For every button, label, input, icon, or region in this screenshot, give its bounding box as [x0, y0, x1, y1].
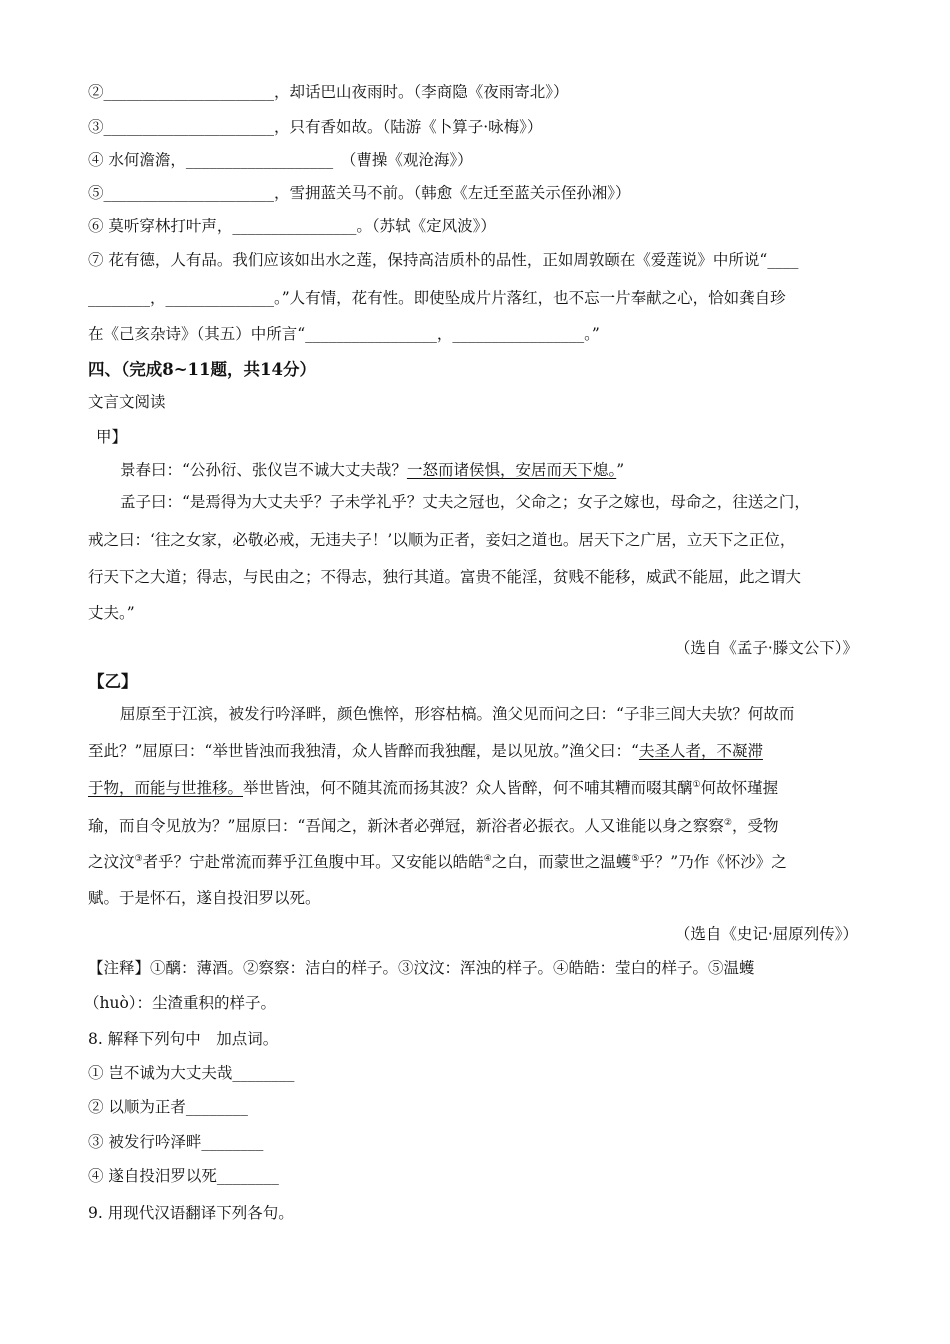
fill-blank-q5: ⑤______________________，雪拥蓝关马不前。（韩愈《左迁至蓝关示侄孙湘》） — [88, 184, 631, 202]
yi-line5-a: 之汶汶 — [88, 853, 135, 871]
notes-line2: （huò）：尘渣重积的样子。 — [84, 994, 277, 1012]
yi-line5-b: 者乎？宁赴常流而葬乎江鱼腹中耳。又安能以皓皓 — [142, 853, 484, 871]
question-9-title: 9. 用现代汉语翻译下列各句。 — [88, 1204, 294, 1222]
note-ref-2: ② — [723, 817, 732, 828]
yi-line2-underlined: 夫圣人者，不凝滞 — [638, 742, 763, 760]
passage-yi-line2 — [88, 739, 763, 761]
note-ref-4: ④ — [483, 853, 492, 864]
passage-jia-p2-line2: 戒之曰：‘往之女家，必敬必戒，无违夫子！’以顺为正者，妾妇之道也。居天下之广居，立天下之正位， — [88, 531, 796, 549]
yi-line4-text: 瑜，而自令见放为？”屈原曰：“吾闻之，新沐者必弹冠，新浴者必振衣。人又谁能以身之察察 — [88, 817, 724, 835]
passage-yi-source: （选自《史记·屈原列传》） — [674, 925, 858, 943]
passage-yi-line6: 赋。于是怀石，遂自投汨罗以死。 — [88, 889, 321, 907]
passage-jia-source: （选自《孟子·滕文公下）》 — [674, 639, 858, 657]
passage-jia-p2-line1: 孟子曰：“是焉得为大丈夫乎？子未学礼乎？丈夫之冠也，父命之；女子之嫁也，母命之，往送之门， — [120, 493, 810, 511]
yi-line2-text: 至此？”屈原曰：“举世皆浊而我独清，众人皆醉而我独醒，是以见放。”渔父曰：“ — [88, 742, 639, 760]
fill-blank-q2: ②______________________，却话巴山夜雨时。（李商隐《夜雨寄北》） — [88, 83, 569, 101]
fill-blank-q7-line1: ⑦ 花有德，人有品。我们应该如出水之莲，保持高洁质朴的品性，正如周敦颐在《爱莲说》中所说“____ — [88, 251, 799, 269]
fill-blank-q4: ④ 水何澹澹，___________________ （曹操《观沧海》） — [88, 151, 473, 169]
note-ref-5: ⑤ — [631, 853, 640, 864]
question-8-title: 8. 解释下列句中 加点词。 — [88, 1030, 279, 1048]
jia-p1-underlined: 一怒而诸侯惧，安居而天下熄。 — [406, 461, 617, 479]
yi-line3-underlined: 于物，而能与世推移。 — [88, 779, 244, 797]
passage-yi-line4 — [88, 814, 778, 836]
question-8-item-3: ③ 被发行吟泽畔________ — [88, 1133, 264, 1151]
note-ref-3: ③ — [134, 853, 143, 864]
yi-line3-text: 举世皆浊，何不随其流而扬其波？众人皆醉，何不哺其糟而啜其醨 — [243, 779, 693, 797]
yi-line5-d: 乎？”乃作《怀沙》之 — [639, 853, 787, 871]
passage-jia-p1 — [120, 458, 624, 480]
passage-jia-p2-line3: 行天下之大道；得志，与民由之；不得志，独行其道。富贵不能淫，贫贱不能移，威武不能屈，此之谓大 — [88, 568, 802, 586]
question-8-item-1: ① 岂不诚为大丈夫哉________ — [88, 1064, 295, 1082]
passage-jia-p2-line4: 丈夫。” — [88, 604, 135, 622]
yi-line4-end: ，受物 — [731, 817, 779, 835]
question-8-item-4: ④ 遂自投汨罗以死________ — [88, 1167, 279, 1185]
section-heading: 四、（完成8~11题，共14分） — [88, 360, 316, 379]
section-subheading: 文言文阅读 — [88, 393, 166, 411]
fill-blank-q7-line2: ________，______________。”人有情，花有性。即使坠成片片落红，也不忘一片奉献之心，恰如龚自珍 — [88, 289, 786, 307]
yi-line5-c: 之白，而蒙世之温蠖 — [491, 853, 632, 871]
passage-yi-line1: 屈原至于江滨，被发行吟泽畔，颜色憔悴，形容枯槁。渔父见而问之曰：“子非三闾大夫欤？何故而 — [120, 705, 795, 723]
fill-blank-q3: ③______________________，只有香如故。（陆游《卜算子·咏梅》） — [88, 118, 543, 136]
fill-blank-q6: ⑥ 莫听穿林打叶声，________________。（苏轼《定风波》） — [88, 217, 496, 235]
passage-yi-line5 — [88, 850, 787, 872]
jia-p1-close: ” — [616, 461, 625, 479]
yi-line3-end: 何故怀瑾握 — [700, 779, 779, 797]
passage-yi-label: 【乙】 — [88, 672, 138, 691]
note-ref-1: ① — [692, 779, 701, 790]
passage-jia-label: 甲】 — [96, 428, 128, 446]
notes-line1: 【注释】①醨：薄酒。②察察：洁白的样子。③汶汶：浑浊的样子。④皓皓：莹白的样子。⑤温蠖 — [88, 959, 755, 977]
passage-yi-line3 — [88, 776, 778, 798]
jia-p1-text: 景春曰：“公孙衍、张仪岂不诚大丈夫哉？ — [120, 461, 407, 479]
question-8-item-2: ② 以顺为正者________ — [88, 1098, 248, 1116]
fill-blank-q7-line3: 在《己亥杂诗》（其五）中所言“_________________，_________________。” — [88, 325, 600, 343]
